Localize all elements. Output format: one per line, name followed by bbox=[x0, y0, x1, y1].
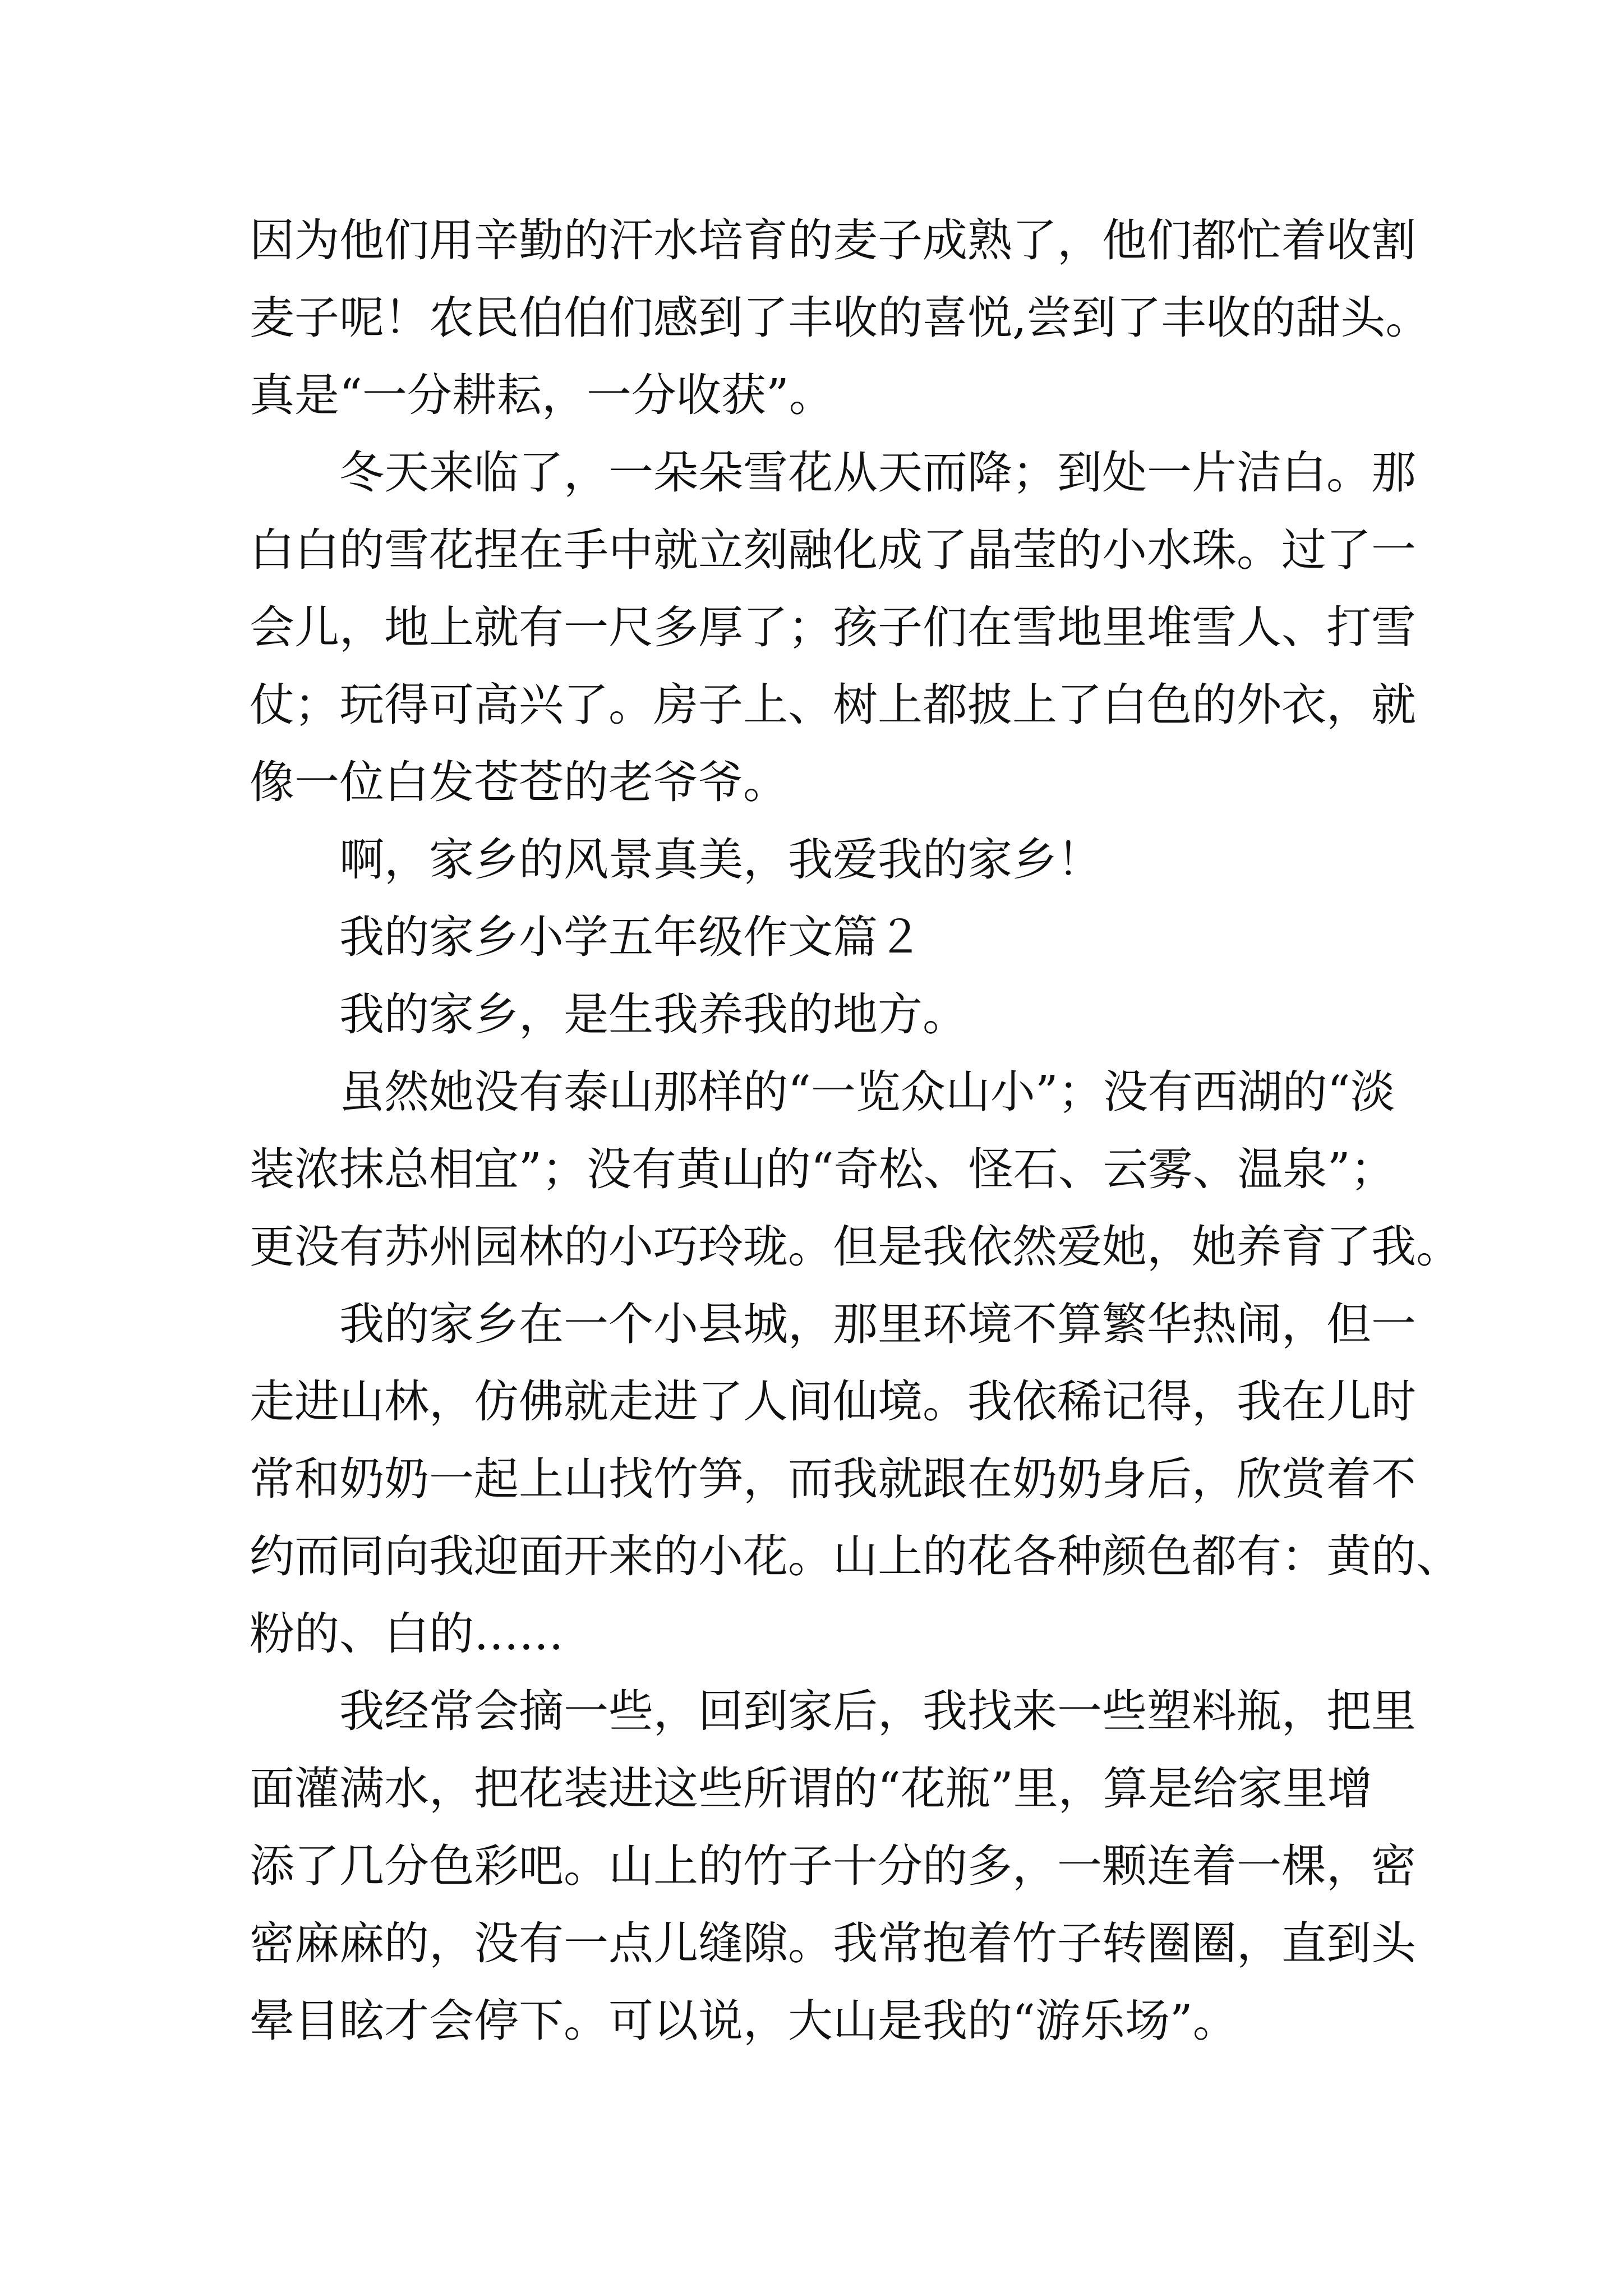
text-line: 面灌满水，把花装进这些所谓的“花瓶”里，算是给家里增 bbox=[250, 1763, 1372, 1815]
text-line: 更没有苏州园林的小巧玲珑。但是我依然爱她，她养育了我。 bbox=[250, 1221, 1461, 1273]
paragraph-first-line: 我的家乡，是生我养我的地方。 bbox=[339, 988, 967, 1041]
text-line: 会儿，地上就有一尺多厚了；孩子们在雪地里堆雪人、打雪 bbox=[250, 601, 1416, 654]
paragraph-first-line: 虽然她没有泰山那样的“一览众山小”；没有西湖的“淡 bbox=[339, 1066, 1395, 1118]
text-line: 粉的、白的…… bbox=[250, 1608, 564, 1660]
text-line: 晕目眩才会停下。可以说，大山是我的“游乐场”。 bbox=[250, 1995, 1238, 2047]
text-line: 走进山林，仿佛就走进了人间仙境。我依稀记得，我在儿时 bbox=[250, 1375, 1416, 1428]
text-line: 常和奶奶一起上山找竹笋，而我就跟在奶奶身后，欣赏着不 bbox=[250, 1453, 1416, 1505]
paragraph-first-line: 我的家乡在一个小县城，那里环境不算繁华热闹，但一 bbox=[339, 1298, 1416, 1350]
text-line: 密麻麻的，没有一点儿缝隙。我常抱着竹子转圈圈，直到头 bbox=[250, 1917, 1416, 1970]
text-line: 添了几分色彩吧。山上的竹子十分的多，一颗连着一棵，密 bbox=[250, 1840, 1416, 1892]
paragraph-first-line: 我经常会摘一些，回到家后，我找来一些塑料瓶，把里 bbox=[339, 1685, 1416, 1737]
text-line: 装浓抹总相宜”；没有黄山的“奇松、怪石、云雾、温泉”； bbox=[250, 1143, 1395, 1195]
text-line: 麦子呢！农民伯伯们感到了丰收的喜悦,尝到了丰收的甜头。 bbox=[250, 292, 1431, 344]
document-page bbox=[250, 202, 1461, 2060]
text-line: 约而同向我迎面开来的小花。山上的花各种颜色都有：黄的、 bbox=[250, 1530, 1461, 1582]
section-heading: 我的家乡小学五年级作文篇２ bbox=[339, 911, 923, 963]
paragraph-first-line: 啊，家乡的风景真美，我爱我的家乡！ bbox=[339, 834, 1102, 886]
text-line: 仗；玩得可高兴了。房子上、树上都披上了白色的外衣，就 bbox=[250, 679, 1416, 731]
paragraph-first-line: 冬天来临了，一朵朵雪花从天而降；到处一片洁白。那 bbox=[339, 447, 1416, 499]
text-line: 真是“一分耕耘，一分收获”。 bbox=[250, 369, 834, 421]
text-line: 因为他们用辛勤的汗水培育的麦子成熟了，他们都忙着收割 bbox=[250, 214, 1416, 266]
text-line: 像一位白发苍苍的老爷爷。 bbox=[250, 756, 788, 808]
text-line: 白白的雪花捏在手中就立刻融化成了晶莹的小水珠。过了一 bbox=[250, 524, 1416, 576]
